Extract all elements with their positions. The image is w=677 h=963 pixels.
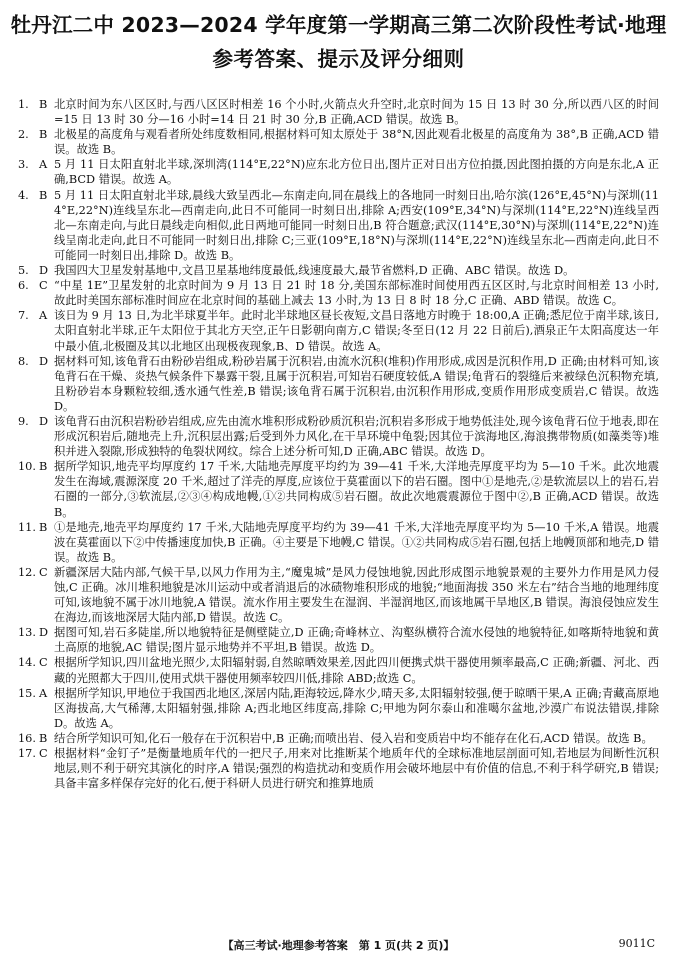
answer-letter: C bbox=[39, 656, 48, 670]
question-number: 3. bbox=[18, 158, 29, 172]
footer-code: 9011C bbox=[618, 937, 655, 950]
question-number: 10. bbox=[18, 460, 36, 474]
answer-item bbox=[18, 278, 659, 308]
answer-letter: D bbox=[39, 264, 49, 278]
answer-letter: A bbox=[39, 158, 48, 172]
explanation-text: 北极星的高度角与观看者所处纬度数相同,根据材料可知太原处于 38°N,因此观看北极星的高度角为 38°,B 正确,ACD 错误。故选 B。 bbox=[54, 128, 659, 157]
explanation-text: 5 月 11 日太阳直射北半球,深圳湾(114°E,22°N)应东北方位日出,图片正对日出方位拍摄,因此图拍摄的方向是东北,A 正确,BCD 错误。故选 A。 bbox=[54, 158, 659, 187]
answer-letter: B bbox=[39, 128, 48, 142]
explanation-text: 结合所学知识可知,化石一般存在于沉积岩中,B 正确;而喷出岩、侵入岩和变质岩中均不能存在化石,ACD 错误。故选 B。 bbox=[54, 731, 653, 745]
question-number: 2. bbox=[18, 128, 29, 142]
answer-item bbox=[18, 655, 659, 685]
question-number: 7. bbox=[18, 309, 29, 323]
explanation-text: 根据所学知识,甲地位于我国西北地区,深居内陆,距海较远,降水少,晴天多,太阳辐射较强,便于晾晒干果,A 正确;青藏高原地区海拔高,大气稀薄,太阳辐射强,排除 A;西北地区纬度高,排除 C;甲地为阿尔泰山和准噶尔盆地,沙漠广布说法错误,排除 D。故选 A。 bbox=[54, 686, 659, 730]
question-number: 8. bbox=[18, 354, 29, 368]
question-number: 16. bbox=[18, 731, 36, 745]
explanation-text: 据所学知识,地壳平均厚度约 17 千米,大陆地壳厚度平均约为 39—41 千米,大洋地壳厚度平均为 5—10 千米。此次地震发生在海域,震源深度 20 千米,超过了洋壳的厚度,应该位于莫霍面以下的岩石圈。图中①是地壳,②是软流层以上的岩石,岩石圈的一部分,③软流层,②③④构成地幔,①②共同构成⑤岩石圈。故此次地震震源位于图中②,B 正确,ACD 错误。故选 B。 bbox=[54, 460, 659, 519]
question-number: 14. bbox=[18, 656, 36, 670]
answer-letter: C bbox=[39, 279, 48, 293]
question-number: 12. bbox=[18, 565, 36, 579]
answer-item bbox=[18, 127, 659, 157]
answer-item bbox=[18, 188, 659, 263]
answer-list bbox=[18, 97, 659, 791]
answer-letter: A bbox=[39, 309, 48, 323]
answer-item bbox=[18, 520, 659, 565]
question-number: 1. bbox=[18, 98, 29, 111]
question-number: 5. bbox=[18, 264, 29, 278]
answer-item bbox=[18, 263, 659, 278]
explanation-text: 我国四大卫星发射基地中,文昌卫星基地纬度最低,线速度最大,最节省燃料,D 正确、ABC 错误。故选 D。 bbox=[54, 264, 575, 278]
answer-item bbox=[18, 686, 659, 731]
explanation-text: ①是地壳,地壳平均厚度约 17 千米,大陆地壳厚度平均约为 39—41 千米,大洋地壳厚度平均为 5—10 千米,A 错误。地震波在莫霍面以下②中传播速度加快,B 正确。④主要是下地幔,C 错误。①②共同构成⑤岩石圈,包括上地幔顶部和地壳,D 错误。故选 B。 bbox=[54, 520, 659, 564]
question-number: 9. bbox=[18, 414, 29, 428]
answer-item bbox=[18, 565, 659, 625]
question-number: 4. bbox=[18, 188, 29, 202]
answer-letter: D bbox=[39, 626, 49, 640]
answer-item bbox=[18, 97, 659, 127]
question-number: 6. bbox=[18, 279, 29, 293]
explanation-text: 据图可知,岩石多陡崖,所以地貌特征是侧壁陡立,D 正确;奇峰林立、沟壑纵横符合流水侵蚀的地貌特征,如喀斯特地貌和黄土高原的地貌,AC 错误;图片显示地势并不平坦,B 错误。故选 D。 bbox=[54, 626, 659, 655]
answer-letter: C bbox=[39, 565, 48, 579]
answer-item bbox=[18, 414, 659, 459]
document-title: 牡丹江二中 2023—2024 学年度第一学期高三第二次阶段性考试·地理 bbox=[10, 13, 667, 37]
answer-letter: B bbox=[39, 98, 48, 111]
answer-item bbox=[18, 746, 659, 791]
answer-letter: B bbox=[39, 520, 48, 534]
answer-item bbox=[18, 731, 659, 746]
answer-item bbox=[18, 308, 659, 353]
question-number: 15. bbox=[18, 686, 36, 700]
answer-letter: B bbox=[39, 731, 48, 745]
explanation-text: 根据所学知识,四川盆地光照少,太阳辐射弱,自然晾晒效果差,因此四川便携式烘干器使用频率最高,C 正确;新疆、河北、西藏的光照都大于四川,使用式烘干器使用频率较四川低,排除 ABD;故选 C。 bbox=[54, 656, 659, 685]
explanation-text: 该龟背石由沉积岩粉砂岩组成,应先由流水堆积形成粉砂质沉积岩;沉积岩多形成于地势低洼处,现今该龟背石位于地表,即在形成沉积岩后,随地壳上升,沉积层出露;后受到外力风化,在干旱环境中龟裂;因其位于滨海地区,海浪携带物质(如藻类等)堆积并进入裂隙,形成独特的龟裂状网纹。综合上述分析可知,D 正确,ABC 错误。故选 D。 bbox=[54, 414, 659, 459]
document-subtitle: 参考答案、提示及评分细则 bbox=[212, 47, 465, 71]
explanation-text: “中星 1E”卫星发射的北京时间为 9 月 13 日 21 时 18 分,美国东部标准时间使用西五区区时,与北京时间相差 13 小时,故此时美国东部标准时间应在北京时间的基础上减去 13 小时,为 13 日 8 时 18 分,C 正确、ABD 错误。故选 C。 bbox=[54, 279, 659, 308]
answer-letter: A bbox=[39, 686, 48, 700]
question-number: 11. bbox=[18, 520, 36, 534]
answer-letter: B bbox=[39, 188, 48, 202]
answer-item bbox=[18, 459, 659, 519]
answer-item bbox=[18, 157, 659, 187]
explanation-text: 5 月 11 日太阳直射北半球,晨线大致呈西北—东南走向,同在晨线上的各地同一时刻日出,哈尔滨(126°E,45°N)与深圳(114°E,22°N)连线呈东北—西南走向,此日不可能同一时刻日出,排除 A;西安(109°E,34°N)与深圳(114°E,22°N)连线呈西北—东南走向,与此日晨线走向相似,此日两地可能同一时刻日出,B 符合题意;武汉(114°E,30°N)与深圳(114°E,22°N)连线呈南北走向,此日不可能同一时刻日出,排除 C;三亚(109°E,18°N)与深圳(114°E,22°N)连线呈东北—西南走向,此日不可能同一时刻日出,排除 D。故选 B。 bbox=[54, 188, 659, 262]
answer-item bbox=[18, 354, 659, 414]
answer-letter: B bbox=[39, 460, 48, 474]
question-number: 17. bbox=[18, 747, 36, 761]
explanation-text: 新疆深居大陆内部,气候干旱,以风力作用为主,“魔鬼城”是风力侵蚀地貌,因此形成图示地貌景观的主要外力作用是风力侵蚀,C 正确。冰川堆积地貌是冰川运动中或者消退后的冰碛物堆积形成的地貌;“地面海拔 350 米左右”结合当地的地理纬度可知,该地貌不属于冰川地貌,A 错误。流水作用主要发生在湿润、半湿润地区,而该地属干旱地区,B 错误。海浪侵蚀应发生在海边,而该地深居大陆内部,D 错误。故选 C。 bbox=[54, 565, 659, 625]
answer-item bbox=[18, 625, 659, 655]
answer-letter: C bbox=[39, 747, 48, 761]
explanation-text: 根据材料“金钉子”是衡量地质年代的一把尺子,用来对比推断某个地质年代的全球标准地层剖面可知,若地层为间断性沉积地层,则不利于研究其演化的时序,A 错误;强烈的构造扰动和变质作用会破坏地层中有价值的信息,不利于科学研究,B 错误;具备丰富多样保存完好的化石,便于科研人员进行研究和推算地质 bbox=[54, 747, 659, 791]
footer-page-info: 【高三考试·地理参考答案 第 1 页(共 2 页)】 bbox=[222, 939, 455, 952]
answer-letter: D bbox=[39, 354, 49, 368]
answer-letter: D bbox=[39, 414, 49, 428]
explanation-text: 北京时间为东八区区时,与西八区区时相差 16 个小时,火箭点火升空时,北京时间为 15 日 13 时 30 分,所以西八区的时间=15 日 13 时 30 分—16 小时=14 日 21 时 30 分,B 正确,ACD 错误。故选 B。 bbox=[54, 98, 659, 127]
explanation-text: 据材料可知,该龟背石由粉砂岩组成,粉砂岩属于沉积岩,由流水沉积(堆积)作用形成,成因是沉积作用,D 正确;由材料可知,该龟背石在干燥、炎热气候条件下暴露干裂,且属于沉积岩,可知岩石硬度较低,A 错误;龟背石的裂缝后来被绿色沉积物充填,且粉砂岩本身颗粒较细,透水通气性差,B 错误;该龟背石属于沉积岩,由沉积作用形成,变质作用形成变质岩,C 错误。故选 D。 bbox=[54, 354, 659, 413]
explanation-text: 该日为 9 月 13 日,为北半球夏半年。此时北半球地区昼长夜短,文昌日落地方时晚于 18:00,A 正确;悉尼位于南半球,该日,太阳直射北半球,正午太阳位于其北方天空,正午日影朝向南方,C 错误;冬至日(12 月 22 日前后),酒泉正午太阳高度达一年中最小值,北极圈及其以北地区出现极夜现象,B、D 错误。故选 A。 bbox=[54, 309, 659, 353]
question-number: 13. bbox=[18, 626, 36, 640]
